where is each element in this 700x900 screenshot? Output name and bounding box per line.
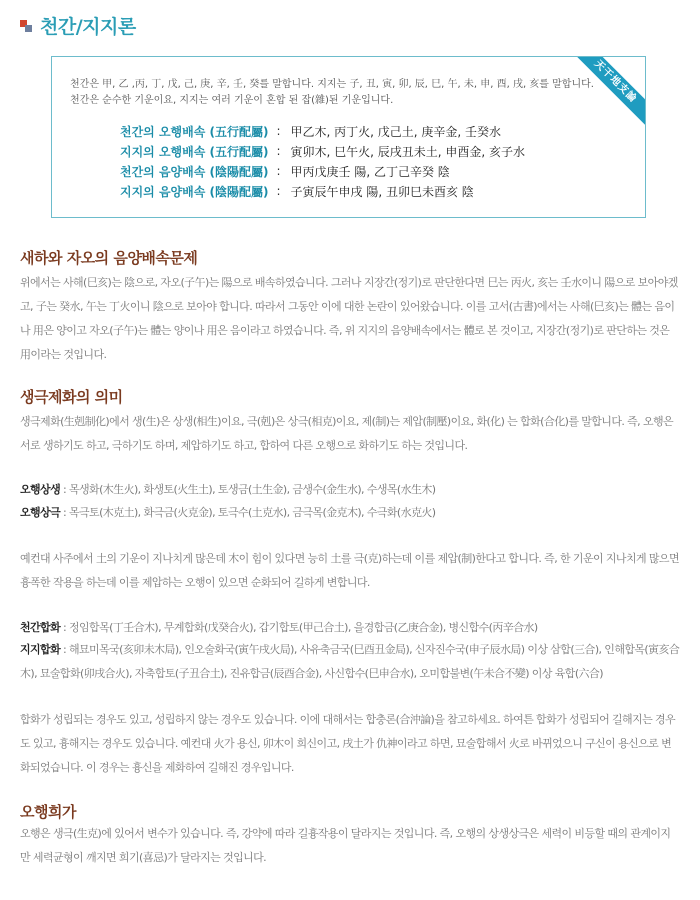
- baesok-colon: :: [276, 144, 281, 158]
- ohaeng-sangsaeng-text: : 목생화(木生火), 화생토(火生土), 토생금(土生金), 금생수(金生水), 수생목(水生木): [60, 483, 436, 496]
- baesok-table: [120, 121, 525, 201]
- baesok-value: 寅卯木, 巳午火, 辰戌丑未土, 申酉金, 亥子水: [290, 144, 526, 159]
- cheongan-hapwha-text: : 정임합목(丁壬合木), 무계합화(戊癸合火), 갑기합토(甲己合土), 을경합금(乙庚合金), 병신합수(丙辛合水): [60, 621, 538, 634]
- cheongan-hapwha-line: [20, 616, 680, 640]
- baesok-label: 지지의 음양배속 (陰陽配屬): [120, 184, 269, 199]
- conclusion-paragraph: 합화가 성립되는 경우도 있고, 성립하지 않는 경우도 있습니다. 이에 대해서는 합충론(合沖論)을 참고하세요. 하여튼 합화가 성립되어 길해지는 경우도 있고, 흉해지는 경우도 있습니다. 예컨대 火가 용신, 卯木이 희신이고, 戌土가 仇神이라고 하면, 묘술합해서 火로 바뀌었으니 구신이 용신으로 변화되었습니다. 이 경우는 흉신을 제화하여 길해진 경우입니다.: [20, 713, 676, 774]
- section-title-sahae-ja-o: 새하와 자오의 음양배속문제: [20, 249, 198, 267]
- section-body-saenggeuk-jehwa: 생극제화(生剋制化)에서 생(生)은 상생(相生)이요, 극(剋)은 상극(相克)이요, 제(制)는 제압(制壓)이요, 화(化) 는 합화(合化)를 말합니다. 즉, 오행은 서로 생하기도 하고, 극하기도 하며, 제압하기도 하고, 합하여 다른 오행으로 화하기도 하는 것입니다.: [20, 415, 674, 452]
- corner-ribbon: 天干地支論: [566, 56, 646, 131]
- section-body-ohaeng-higa: 오행은 생극(生克)에 있어서 변수가 있습니다. 즉, 강약에 따라 길흉작용이 달라지는 것입니다. 즉, 오행의 상생상극은 세력이 비등할 때의 관계이지만 세력균형이 깨지면 희기(喜忌)가 달라지는 것입니다.: [20, 827, 671, 864]
- info-box: [51, 56, 646, 218]
- section-title-ohaeng-higa: 오행희가: [20, 803, 76, 821]
- baesok-label: 천간의 오행배속 (五行配屬): [120, 124, 269, 139]
- title-row: [20, 12, 136, 39]
- section-body-sahae-ja-o: 위에서는 사해(巳亥)는 陰으로, 자오(子午)는 陽으로 배속하였습니다. 그러나 지장간(정기)로 판단한다면 巳는 丙火, 亥는 壬水이니 陽으로 보아야겠고, 子는 癸水, 午는 丁火이니 陰으로 보아야 합니다. 따라서 그동안 이에 대한 논란이 있어왔습니다. 이를 고서(古書)에서는 사해(巳亥)는 體는 음이나 用은 양이고 자오(子午)는 體는 양이나 用은 음이라고 하였습니다. 즉, 위 지지의 음양배속에서는 體로 본 것이고, 지장간(정기)로 판단하는 것은 用이라는 것입니다.: [20, 276, 678, 361]
- baesok-colon: :: [276, 184, 281, 198]
- square-bullet-icon: [20, 20, 32, 32]
- baesok-value: 甲乙木, 丙丁火, 戊己土, 庚辛金, 壬癸水: [290, 124, 502, 139]
- ohaeng-sanggeuk-text: : 목극토(木克土), 화극금(火克金), 토극수(土克水), 금극목(金克木), 수극화(水克火): [60, 506, 436, 519]
- baesok-label: 천간의 음양배속 (陰陽配屬): [120, 164, 269, 179]
- baesok-label: 지지의 오행배속 (五行配屬): [120, 144, 269, 159]
- jiji-hapwha-text: : 해묘미목국(亥卯未木局), 인오술화국(寅午戌火局), 사유축금국(巳酉丑金局), 신자진수국(申子辰水局) 이상 삼합(三合), 인해합목(寅亥合木), 묘술합화(卯戌合火), 자축합토(子丑合土), 진유합금(辰酉合金), 사신합수(巳申合水), 오미합불변(午未合不變) 이상 육합(六合): [20, 643, 680, 680]
- baesok-row: [120, 161, 525, 181]
- baesok-row: [120, 141, 525, 161]
- ohaeng-sanggeuk-line: [20, 501, 680, 525]
- baesok-value: 甲丙戊庚壬 陽, 乙丁己辛癸 陰: [290, 164, 450, 179]
- ohaeng-sangsaeng-label: 오행상생: [20, 483, 61, 496]
- baesok-row: [120, 181, 525, 201]
- baesok-row: [120, 121, 525, 141]
- page-title: 천간/지지론: [40, 16, 136, 38]
- section-title-saenggeuk-jehwa: 생극제화의 의미: [20, 388, 123, 406]
- jiji-hapwha-line: [20, 638, 680, 686]
- ohaeng-sangsaeng-line: [20, 478, 680, 502]
- baesok-colon: :: [276, 124, 281, 138]
- example-paragraph: 예컨대 사주에서 土의 기운이 지나치게 많은데 木이 힘이 있다면 능히 土를 극(克)하는데 이를 제압(制)한다고 합니다. 즉, 한 기운이 지나치게 많으면 흉폭한 작용을 하는데 이를 제압하는 오행이 있으면 순화되어 길하게 변합니다.: [20, 552, 679, 589]
- intro-text: 천간은 甲, 乙 ,丙, 丁, 戊, 己, 庚, 辛, 壬, 癸를 말합니다. 지지는 子, 丑, 寅, 卯, 辰, 巳, 午, 未, 申, 酉, 戌, 亥를 말합니다. 천간은 순수한 기운이요, 지지는 여러 기운이 혼합 된 잡(雜)된 기운입니다.: [70, 79, 594, 106]
- ohaeng-sanggeuk-label: 오행상극: [20, 506, 61, 519]
- baesok-colon: :: [276, 164, 281, 178]
- baesok-value: 子寅辰午申戌 陽, 丑卯巳未酉亥 陰: [290, 184, 474, 199]
- cheongan-hapwha-label: 천간합화: [20, 621, 61, 634]
- jiji-hapwha-label: 지지합화: [20, 643, 61, 656]
